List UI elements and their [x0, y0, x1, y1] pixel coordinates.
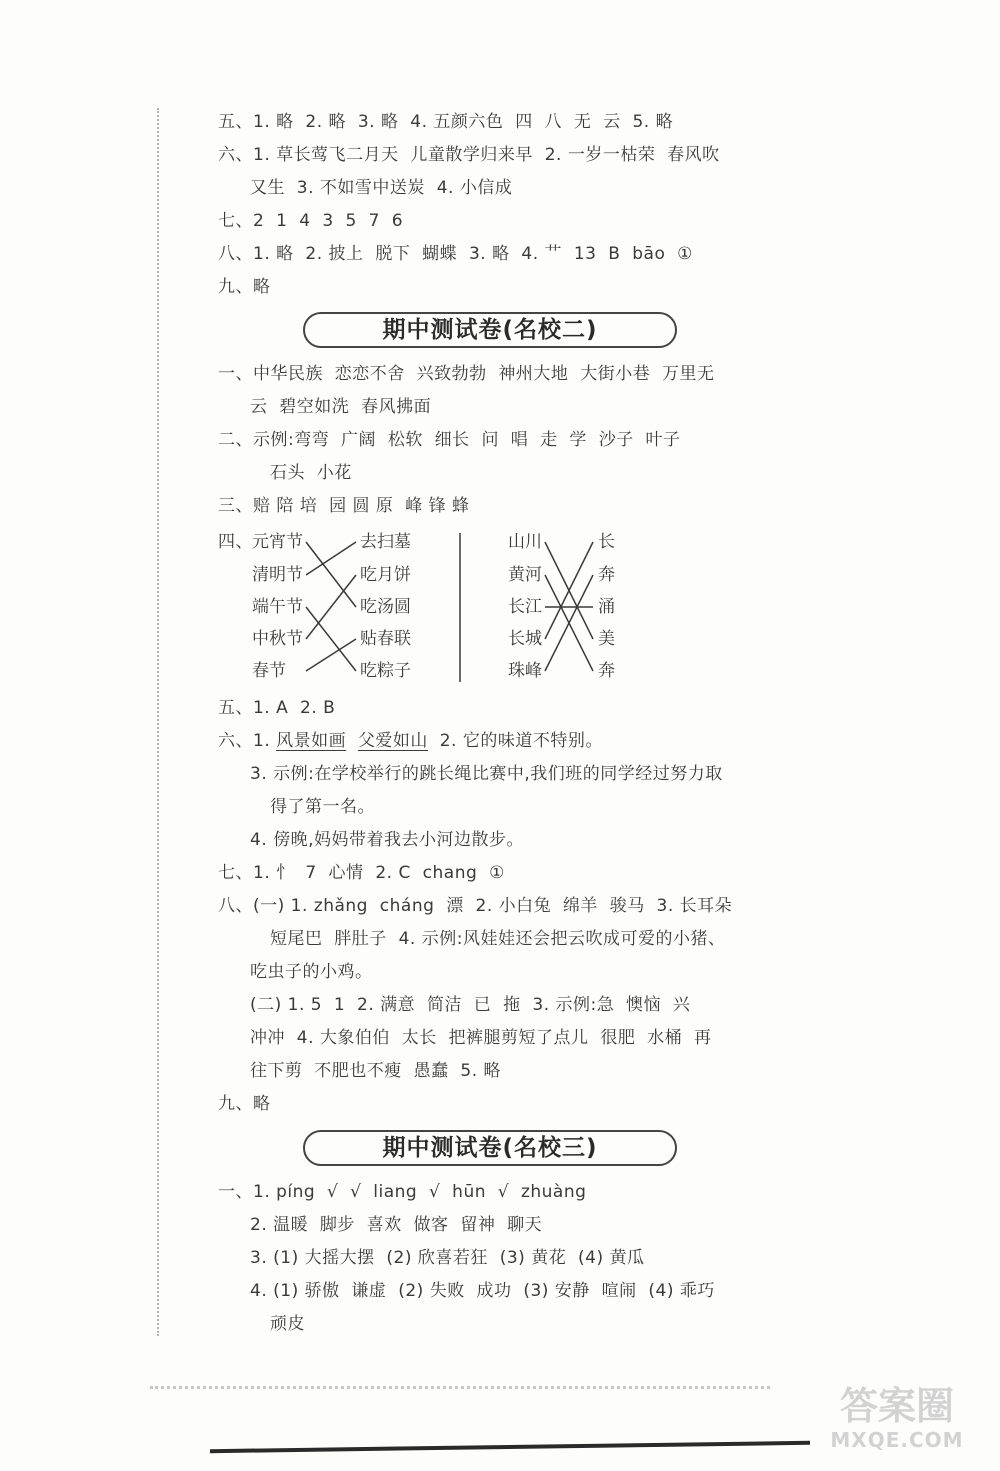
match-line	[306, 639, 356, 671]
answer-line: 七、2 1 4 3 5 7 6	[218, 211, 404, 231]
answer-line: 4. 傍晚,妈妈带着我去小河边散步。	[250, 830, 525, 850]
answer-line: 二、示例:弯弯 广阔 松软 细长 问 唱 走 学 沙子 叶子	[218, 430, 681, 450]
answer-line: 三、赔 陪 培 园 圆 原 峰 锋 蜂	[218, 496, 470, 516]
place-item: 珠峰	[508, 661, 542, 681]
answer-line: 2. 温暖 脚步 喜欢 做客 留神 聊天	[250, 1215, 543, 1235]
underlined-phrase: 父爱如山	[357, 731, 428, 751]
answer-line: 冲冲 4. 大象伯伯 太长 把裤腿剪短了点儿 很肥 水桶 再	[250, 1028, 712, 1048]
answer-line: 又生 3. 不如雪中送炭 4. 小信成	[250, 178, 513, 198]
verb-item: 美	[598, 629, 615, 649]
answer-line: 4. (1) 骄傲 谦虚 (2) 失败 成功 (3) 安静 喧闹 (4) 乖巧	[250, 1281, 715, 1301]
match-line	[306, 542, 356, 607]
match-line	[545, 575, 593, 671]
custom-item: 吃汤圆	[360, 597, 411, 617]
section-title-midterm-3: 期中测试卷(名校三)	[303, 1130, 677, 1166]
festival-item: 中秋节	[252, 629, 303, 649]
match-line	[545, 542, 593, 639]
answer-line	[218, 729, 603, 753]
custom-item: 贴春联	[360, 629, 411, 649]
match-line	[545, 575, 593, 671]
answer-line: (二) 1. 5 1 2. 满意 简洁 已 拖 3. 示例:急 懊恼 兴	[250, 995, 691, 1015]
binding-dotted-line	[157, 108, 159, 1336]
match-line	[306, 575, 356, 639]
verb-item: 长	[598, 532, 615, 552]
answer-line: 九、略	[218, 277, 271, 297]
place-item: 黄河	[508, 565, 542, 585]
match-line	[306, 542, 356, 575]
place-item: 山川	[508, 532, 542, 552]
answer-line: 云 碧空如洗 春风拂面	[250, 397, 432, 417]
verb-item: 奔	[598, 565, 615, 585]
answer-line: 一、1. píng √ √ liang √ hūn √ zhuàng	[218, 1182, 587, 1202]
custom-item: 去扫墓	[360, 532, 411, 552]
custom-item: 吃月饼	[360, 565, 411, 585]
watermark-logo	[812, 1384, 982, 1464]
verb-item: 涌	[598, 597, 615, 617]
answer-line: 顽皮	[270, 1314, 305, 1334]
answer-line: 得了第一名。	[270, 797, 375, 817]
answer-text: 六、1.	[218, 731, 277, 751]
place-item: 长城	[508, 629, 542, 649]
underlined-phrase: 风景如画	[276, 731, 347, 751]
answer-line: 五、1. 略 2. 略 3. 略 4. 五颜六色 四 八 无 云 5. 略	[218, 112, 674, 132]
answer-line: 八、(一) 1. zhǎng cháng 漂 2. 小白兔 绵羊 骏马 3. 长耳朵	[218, 896, 733, 916]
answer-line: 六、1. 草长莺飞二月天 儿童散学归来早 2. 一岁一枯荣 春风吹	[218, 145, 720, 165]
custom-item: 吃粽子	[360, 661, 411, 681]
answer-line: 吃虫子的小鸡。	[250, 962, 373, 982]
festival-item: 春节	[252, 661, 286, 681]
match-line	[545, 542, 593, 639]
answer-line: 八、1. 略 2. 披上 脱下 蝴蝶 3. 略 4. 艹 13 B bāo ①	[218, 244, 693, 264]
footer-bar	[210, 1441, 810, 1453]
verb-item: 奔	[598, 661, 615, 681]
festival-item: 端午节	[252, 597, 303, 617]
answer-line: 3. 示例:在学校举行的跳长绳比赛中,我们班的同学经过努力取	[250, 764, 723, 784]
answer-line: 九、略	[218, 1094, 271, 1114]
answer-line: 七、1. 忄 7 心情 2. C chang ①	[218, 863, 505, 883]
watermark-url: MXQE.COM	[830, 1428, 964, 1452]
festival-item: 元宵节	[252, 532, 303, 552]
watermark-text: 答案圈	[839, 1384, 954, 1428]
answer-line: 短尾巴 胖肚子 4. 示例:风娃娃还会把云吹成可爱的小猪、	[270, 929, 726, 949]
answer-line: 石头 小花	[270, 463, 352, 483]
answer-line: 3. (1) 大摇大摆 (2) 欣喜若狂 (3) 黄花 (4) 黄瓜	[250, 1248, 645, 1268]
question-number: 四、	[218, 532, 253, 552]
match-line	[306, 607, 356, 671]
answer-line: 五、1. A 2. B	[218, 698, 336, 718]
section-title-midterm-2: 期中测试卷(名校二)	[303, 312, 677, 348]
footer-dotted-line	[150, 1386, 770, 1389]
festival-item: 清明节	[252, 565, 303, 585]
answer-line: 一、中华民族 恋恋不舍 兴致勃勃 神州大地 大街小巷 万里无	[218, 364, 715, 384]
answer-line: 往下剪 不肥也不瘦 愚蠢 5. 略	[250, 1061, 502, 1081]
answer-text: 2. 它的味道不特别。	[427, 731, 603, 751]
place-item: 长江	[508, 597, 542, 617]
